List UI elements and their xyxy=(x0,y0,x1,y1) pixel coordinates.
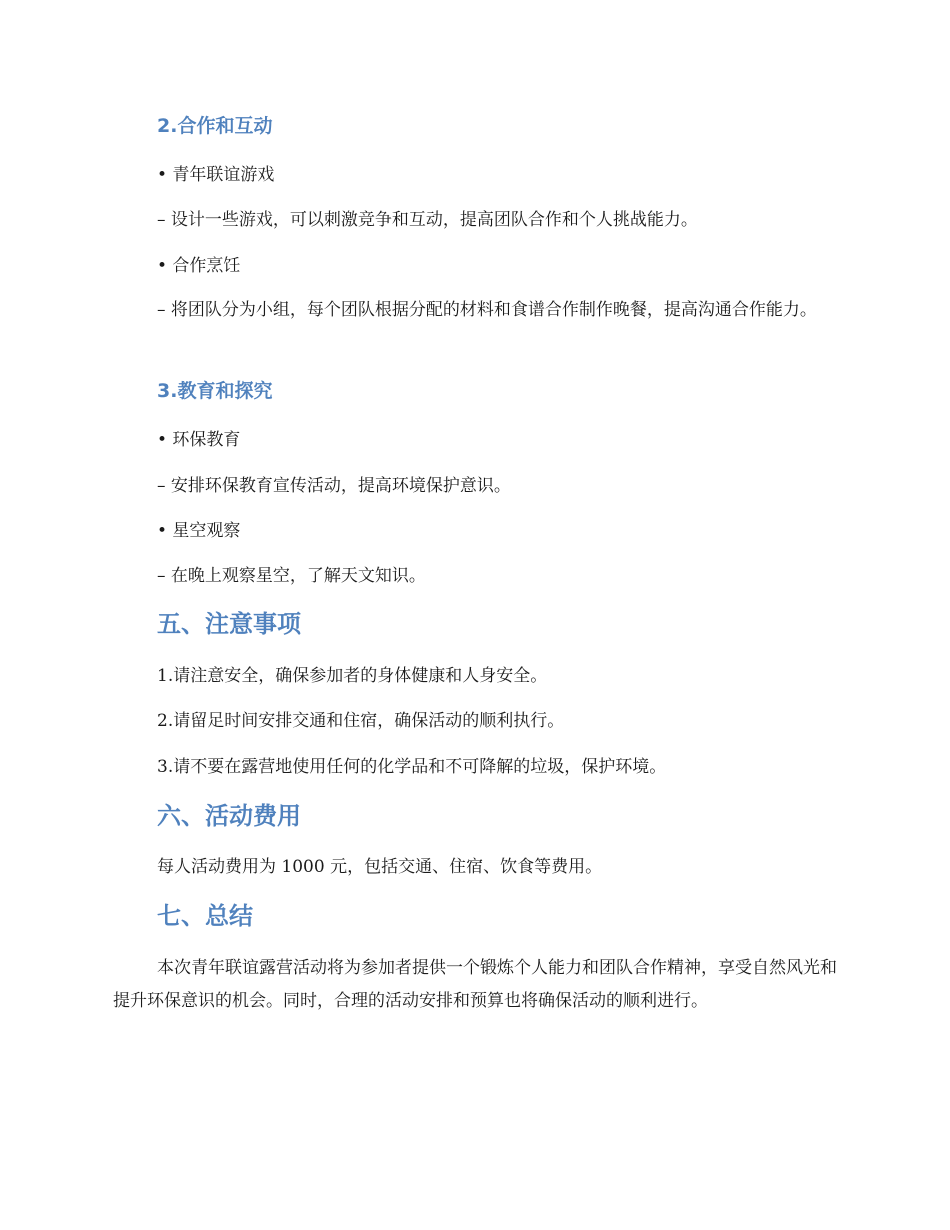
note-item-1: 1.请注意安全，确保参加者的身体健康和人身安全。 xyxy=(157,666,548,686)
subheading-cooperation: 2.合作和互动 xyxy=(157,115,273,137)
bullet-cooking: • 合作烹饪 xyxy=(157,256,241,276)
note-item-2: 2.请留足时间安排交通和住宿，确保活动的顺利执行。 xyxy=(157,711,565,731)
section-heading-notes: 五、注意事项 xyxy=(157,610,301,638)
summary-text: 本次青年联谊露营活动将为参加者提供一个锻炼个人能力和团队合作精神，享受自然风光和提升环保意识的机会。同时，合理的活动安排和预算也将确保活动的顺利进行。 xyxy=(113,958,837,1011)
desc-env-education: – 安排环保教育宣传活动，提高环境保护意识。 xyxy=(157,476,511,496)
desc-youth-games: – 设计一些游戏，可以刺激竞争和互动，提高团队合作和个人挑战能力。 xyxy=(157,210,698,230)
subheading-education: 3.教育和探究 xyxy=(157,380,273,402)
section-heading-cost: 六、活动费用 xyxy=(157,802,301,830)
desc-cooking: – 将团队分为小组，每个团队根据分配的材料和食谱合作制作晚餐，提高沟通合作能力。 xyxy=(157,300,817,320)
note-item-3: 3.请不要在露营地使用任何的化学品和不可降解的垃圾，保护环境。 xyxy=(157,757,667,777)
bullet-env-education: • 环保教育 xyxy=(157,430,241,450)
desc-stargazing: – 在晚上观察星空，了解天文知识。 xyxy=(157,566,426,586)
bullet-youth-games: • 青年联谊游戏 xyxy=(157,165,275,185)
section-heading-summary: 七、总结 xyxy=(157,902,253,930)
bullet-stargazing: • 星空观察 xyxy=(157,521,241,541)
cost-text: 每人活动费用为 1000 元，包括交通、住宿、饮食等费用。 xyxy=(157,857,603,877)
